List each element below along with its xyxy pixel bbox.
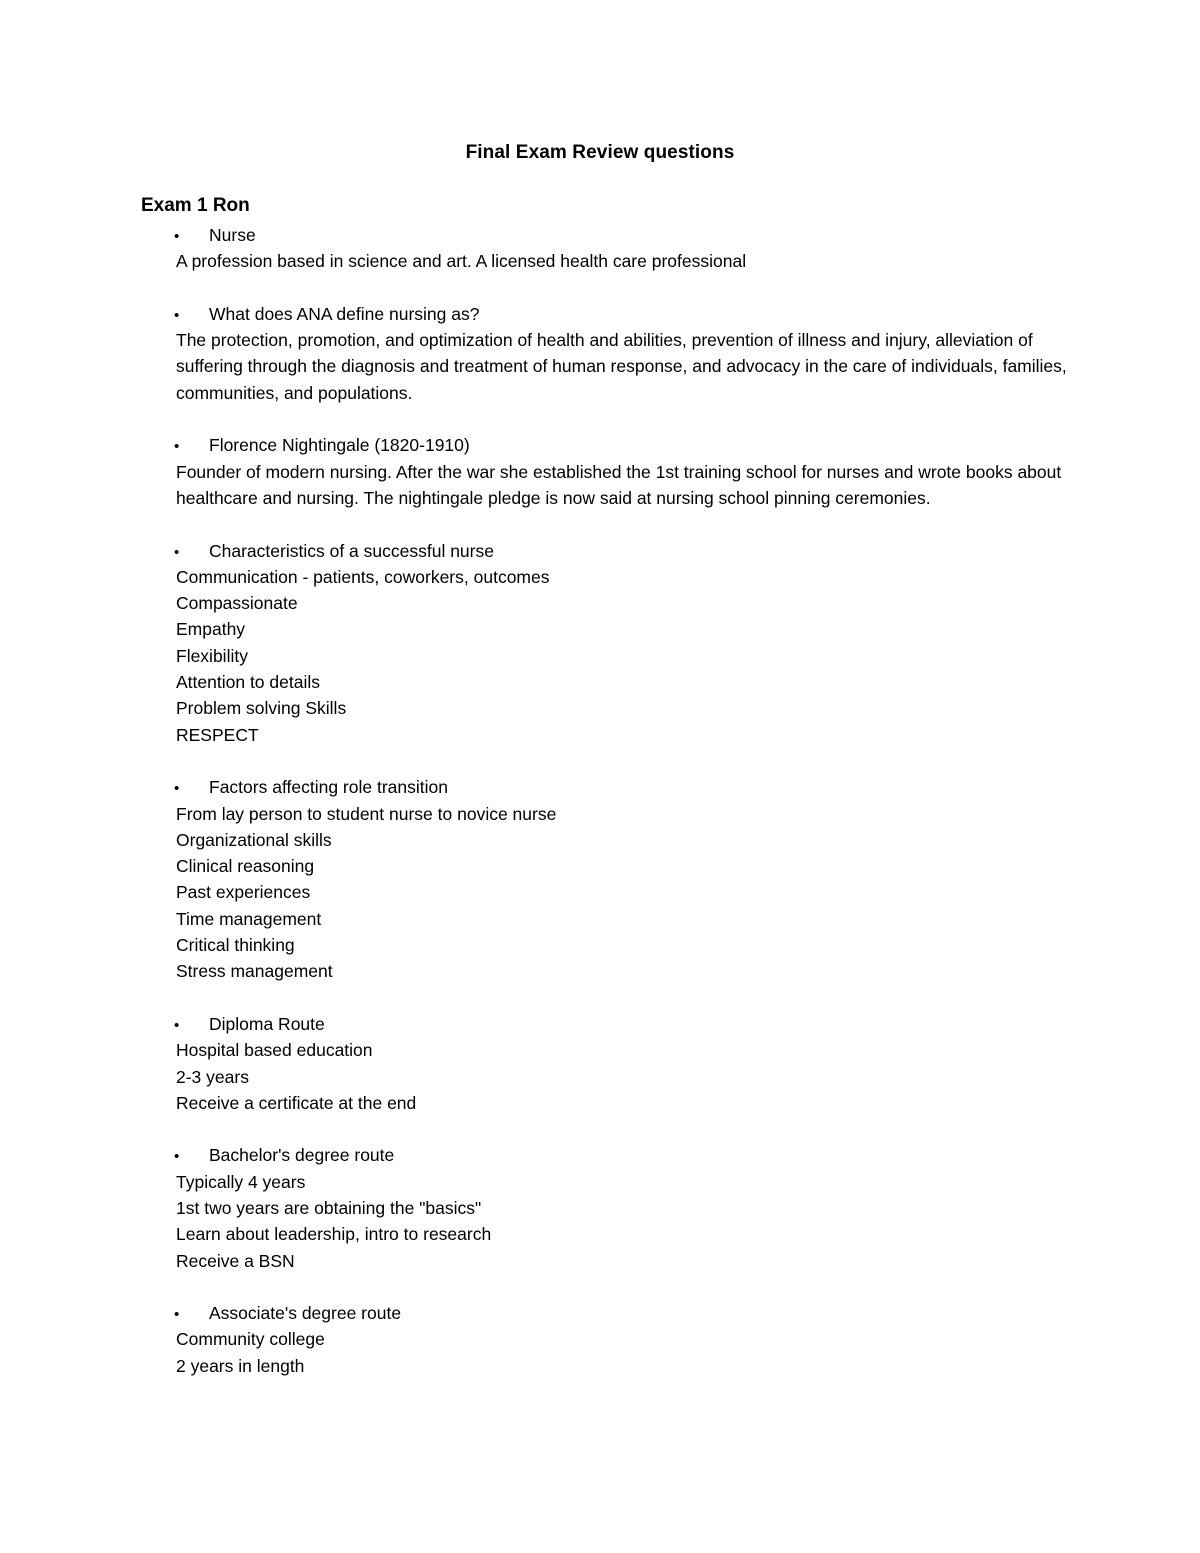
bullet-icon: • — [174, 543, 180, 561]
topic-line: Stress management — [176, 961, 333, 982]
topic-header — [141, 432, 1071, 458]
topic-title: Factors affecting role transition — [209, 777, 448, 798]
topic-title: Diploma Route — [209, 1013, 325, 1034]
topic-title: Associate's degree route — [209, 1303, 402, 1324]
topic-line: Empathy — [176, 619, 246, 640]
topic-item — [141, 1142, 1071, 1273]
topic-item — [141, 1011, 1071, 1116]
bullet-icon: • — [174, 306, 180, 324]
bullet-icon: • — [174, 1016, 180, 1034]
topic-line: Clinical reasoning — [176, 856, 315, 877]
topic-header — [141, 1300, 1071, 1326]
topic-title: Characteristics of a successful nurse — [209, 540, 494, 561]
topic-body — [141, 459, 1071, 512]
topic-header — [141, 301, 1071, 327]
topic-line: Problem solving Skills — [176, 698, 347, 719]
bullet-icon: • — [174, 1148, 180, 1166]
topic-line: 2 years in length — [176, 1355, 305, 1376]
topic-header — [141, 538, 1071, 564]
topic-header — [141, 222, 1071, 248]
topic-title: Florence Nightingale (1820-1910) — [209, 435, 470, 456]
topic-line: The protection, promotion, and optimization of health and abilities, prevention of illness and injury, alleviation of suffering through the diagnosis and treatment of human response, and advocacy in the care of individuals, families, communities, and populations. — [176, 330, 1067, 403]
topic-line: Flexibility — [176, 645, 248, 666]
document-title: Final Exam Review questions — [465, 142, 735, 163]
topic-line: Community college — [176, 1329, 325, 1350]
topic-line: RESPECT — [176, 724, 259, 745]
topic-line: Critical thinking — [176, 935, 295, 956]
topic-body — [141, 248, 1071, 274]
topic-line: Time management — [176, 908, 322, 929]
topic-header — [141, 774, 1071, 800]
topic-line: Hospital based education — [176, 1040, 373, 1061]
topic-line: Past experiences — [176, 882, 311, 903]
topic-line: Receive a certificate at the end — [176, 1092, 417, 1113]
topic-line: Communication - patients, coworkers, outcomes — [176, 566, 550, 587]
topic-body — [141, 1169, 1071, 1274]
topic-line: Typically 4 years — [176, 1171, 306, 1192]
topic-title: Nurse — [209, 225, 256, 245]
topic-body — [141, 1326, 1071, 1379]
bullet-icon: • — [174, 228, 180, 245]
topic-line: A profession based in science and art. A licensed health care professional — [176, 251, 747, 272]
topic-line: Compassionate — [176, 593, 298, 614]
topic-line: 1st two years are obtaining the "basics" — [176, 1197, 482, 1218]
topic-body — [141, 327, 1071, 406]
topic-line: Learn about leadership, intro to research — [176, 1224, 492, 1245]
topic-title: Bachelor's degree route — [209, 1145, 395, 1166]
topic-header — [141, 1142, 1071, 1168]
section-heading: Exam 1 Ron — [141, 195, 250, 216]
topic-item — [141, 222, 1071, 275]
topic-item — [141, 538, 1071, 748]
topic-line: Attention to details — [176, 672, 320, 693]
bullet-icon: • — [174, 438, 180, 456]
bullet-icon: • — [174, 1306, 180, 1324]
topic-body — [141, 564, 1071, 748]
topic-item — [141, 774, 1071, 984]
topic-item — [141, 301, 1071, 406]
topic-line: Receive a BSN — [176, 1250, 295, 1271]
topic-item — [141, 432, 1071, 511]
topic-item — [141, 1300, 1071, 1379]
topic-header — [141, 1011, 1071, 1037]
topic-list — [141, 222, 1071, 1405]
topic-body — [141, 1037, 1071, 1116]
topic-line: From lay person to student nurse to novice nurse — [176, 803, 557, 824]
topic-body — [141, 801, 1071, 985]
topic-title: What does ANA define nursing as? — [209, 303, 480, 324]
bullet-icon: • — [174, 780, 180, 798]
topic-line: Founder of modern nursing. After the war she established the 1st training school for nurses and wrote books about healthcare and nursing. The nightingale pledge is now said at nursing school pinning ceremonies. — [176, 461, 1062, 508]
topic-line: Organizational skills — [176, 829, 332, 850]
topic-line: 2-3 years — [176, 1066, 249, 1087]
